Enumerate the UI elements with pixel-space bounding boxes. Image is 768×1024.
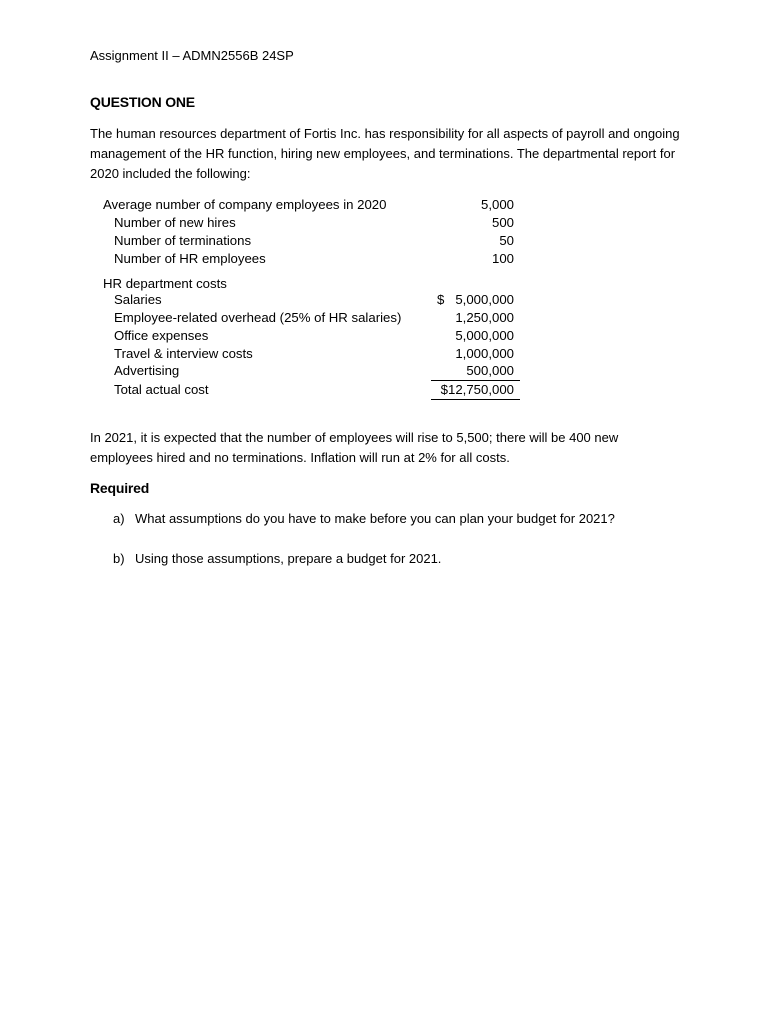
scenario-paragraph: In 2021, it is expected that the number of employees will rise to 5,500; there will be 400 new employees hired and no terminations. Inflation will run at 2% for all costs.: [90, 430, 619, 465]
required-heading: Required: [90, 480, 150, 496]
stat-row-hr-employees: [90, 250, 520, 268]
cost-row-overhead: [90, 309, 520, 327]
total-value: $12,750,000: [440, 382, 514, 397]
cost-cell: [431, 362, 520, 381]
stat-label: Number of terminations: [114, 233, 252, 248]
stat-value: 100: [491, 251, 514, 266]
stat-row-terminations: [90, 232, 520, 250]
cost-value: 1,250,000: [455, 310, 514, 325]
cost-row-travel: [90, 345, 520, 363]
total-label: Total actual cost: [114, 382, 209, 397]
cost-label: Employee-related overhead (25% of HR salaries): [114, 310, 402, 325]
cost-value: 500,000: [466, 363, 514, 378]
stat-value: 5,000: [480, 197, 514, 212]
costs-heading: HR department costs: [103, 276, 227, 291]
cost-value: 5,000,000: [455, 328, 514, 343]
cost-row-salaries: [90, 291, 520, 309]
item-letter: b): [113, 551, 125, 566]
stat-label: Average number of company employees in 2020: [103, 197, 387, 212]
total-cost-row: [90, 381, 520, 399]
cost-cell: [431, 291, 520, 309]
cost-row-office: [90, 327, 520, 345]
cost-row-advertising: [90, 362, 520, 380]
cost-label: Travel & interview costs: [114, 346, 253, 361]
document-header: Assignment II – ADMN2556B 24SP: [90, 48, 294, 63]
stat-label: Number of HR employees: [114, 251, 266, 266]
item-text: What assumptions do you have to make before you can plan your budget for 2021?: [135, 511, 615, 526]
cost-label: Office expenses: [114, 328, 209, 343]
stat-value: 50: [499, 233, 514, 248]
item-letter: a): [113, 511, 125, 526]
stat-value: 500: [491, 215, 514, 230]
question-heading: QUESTION ONE: [90, 94, 195, 110]
cost-label: Advertising: [114, 363, 180, 378]
question-item-b: [113, 551, 441, 566]
item-text: Using those assumptions, prepare a budget for 2021.: [135, 551, 442, 566]
cost-value: 1,000,000: [455, 346, 514, 361]
currency-symbol: $: [437, 292, 445, 307]
stat-row-new-hires: [90, 214, 520, 232]
intro-paragraph: The human resources department of Fortis Inc. has responsibility for all aspects of payroll and ongoing management of the HR function, hiring new employees, and terminations. The departmental report for 2020 included the following:: [90, 126, 680, 181]
cost-value: 5,000,000: [455, 292, 514, 307]
total-cell: [431, 381, 520, 400]
question-item-a: [113, 511, 615, 526]
stat-row-employees: [90, 196, 520, 214]
stat-label: Number of new hires: [114, 215, 236, 230]
cost-label: Salaries: [114, 292, 162, 307]
